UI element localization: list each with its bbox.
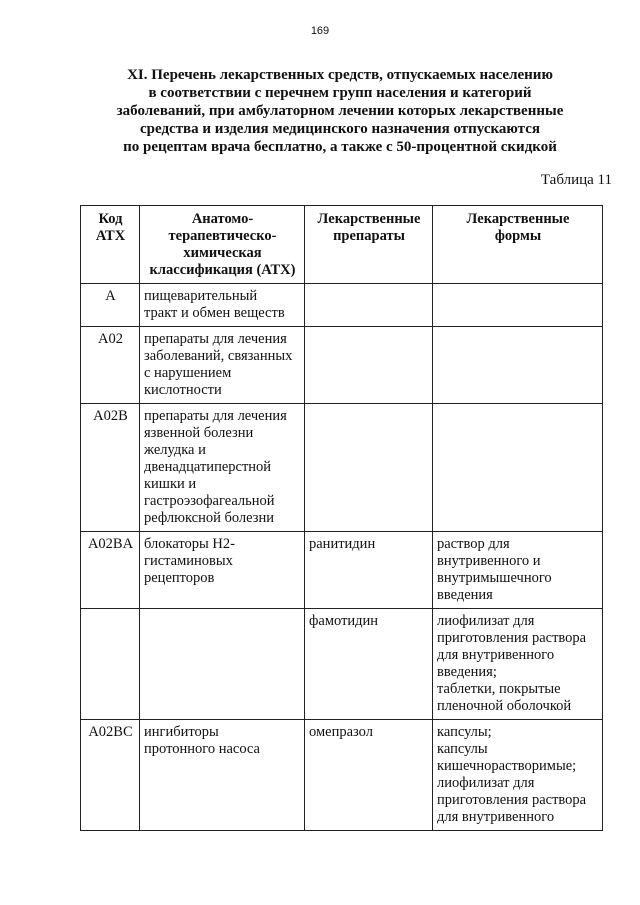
cell-classification: ингибиторы протонного насоса [140, 720, 305, 831]
heading-line: заболеваний, при амбулаторном лечении которых лекарственные [116, 103, 564, 119]
cell-classification: блокаторы H2- гистаминовых рецепторов [140, 532, 305, 609]
cell-code [81, 609, 140, 720]
cell-classification [140, 609, 305, 720]
cell-drug [305, 284, 433, 327]
table-header-row [81, 206, 603, 284]
page-number: 169 [310, 25, 330, 37]
cell-forms [433, 404, 603, 532]
heading-line: средства и изделия медицинского назначения отпускаются [139, 121, 540, 137]
table-row [81, 720, 603, 831]
atx-table [80, 205, 603, 831]
cell-forms [433, 284, 603, 327]
cell-drug [305, 327, 433, 404]
cell-drug [305, 404, 433, 532]
column-header-forms: Лекарственные формы [433, 206, 603, 284]
cell-code: A02 [81, 327, 140, 404]
cell-classification: пищеварительный тракт и обмен веществ [140, 284, 305, 327]
cell-forms [433, 327, 603, 404]
cell-classification: препараты для лечения язвенной болезни желудка и двенадцатиперстной кишки и гастроэзофагеальной рефлюксной болезни [140, 404, 305, 532]
cell-classification: препараты для лечения заболеваний, связанных с нарушением кислотности [140, 327, 305, 404]
table-row [81, 284, 603, 327]
cell-drug: омепразол [305, 720, 433, 831]
table-caption: Таблица 11 [540, 172, 612, 188]
cell-drug: ранитидин [305, 532, 433, 609]
document-heading [40, 66, 640, 156]
cell-code: A02BC [81, 720, 140, 831]
heading-line: в соответствии с перечнем групп населения и категорий [148, 85, 532, 101]
heading-line: по рецептам врача бесплатно, а также с 50-процентной скидкой [123, 139, 557, 155]
cell-forms: лиофилизат для приготовления раствора для внутривенного введения; таблетки, покрытые пленочной оболочкой [433, 609, 603, 720]
heading-line: XI. Перечень лекарственных средств, отпускаемых населению [127, 67, 553, 83]
cell-code: A02B [81, 404, 140, 532]
table-row [81, 609, 603, 720]
cell-code: A [81, 284, 140, 327]
column-header-drugs: Лекарственные препараты [305, 206, 433, 284]
cell-code: A02BA [81, 532, 140, 609]
cell-forms: раствор для внутривенного и внутримышечного введения [433, 532, 603, 609]
cell-drug: фамотидин [305, 609, 433, 720]
column-header-code: Код АТХ [81, 206, 140, 284]
table-row [81, 404, 603, 532]
column-header-classification: Анатомо- терапевтическо- химическая классификация (АТХ) [140, 206, 305, 284]
table-row [81, 532, 603, 609]
table-row [81, 327, 603, 404]
cell-forms: капсулы; капсулы кишечнорастворимые; лиофилизат для приготовления раствора для внутривенного [433, 720, 603, 831]
